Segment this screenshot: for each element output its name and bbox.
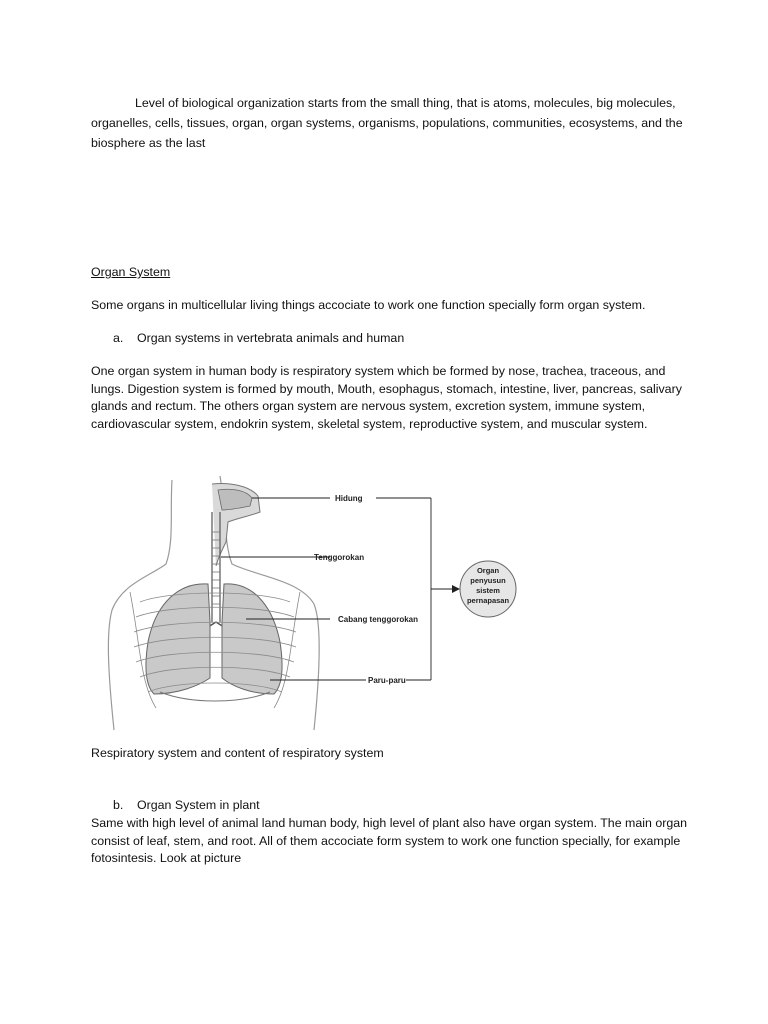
list-marker-a: a.: [113, 331, 124, 345]
list-item-b-text: Organ System in plant: [137, 798, 260, 812]
label-paru-paru: Paru-paru: [368, 676, 406, 685]
list-item-b: [113, 797, 737, 815]
list-item-a-text: Organ systems in vertebrata animals and human: [137, 331, 405, 345]
plant-paragraph: Same with high level of animal land human body, high level of plant also have organ system. The main organ consist of leaf, stem, and root. All of them accociate form system to work one function specially, for example fotosintesis. Look at picture: [91, 816, 688, 865]
label-tenggorokan: Tenggorokan: [314, 553, 365, 562]
section-heading: Organ System: [91, 265, 171, 279]
list-item-a: [113, 330, 737, 348]
definition-paragraph: Some organs in multicellular living things accociate to work one function specially form organ system.: [91, 298, 646, 312]
circle-line-3: sistem: [476, 586, 500, 595]
label-cabang-tenggorokan: Cabang tenggorokan: [338, 615, 419, 624]
circle-line-2: penyusun: [470, 576, 506, 585]
list-marker-b: b.: [113, 798, 124, 812]
diaphragm: [160, 692, 270, 701]
label-hidung: Hidung: [335, 494, 363, 503]
respiratory-system-figure: [100, 472, 540, 734]
circle-line-4: pernapasan: [466, 596, 510, 605]
circle-line-1: Organ: [476, 566, 500, 575]
figure-caption: Respiratory system and content of respiratory system: [91, 746, 384, 760]
intro-paragraph: Level of biological organization starts from the small thing, that is atoms, molecules, big molecules, organelles, cells, tissues, organ, organ systems, organisms, populations, communities, ecosystems, and the biosphere as the last: [91, 96, 683, 150]
arrow-head: [452, 585, 460, 593]
respiratory-paragraph: One organ system in human body is respiratory system which be formed by nose, trachea, traceous, and lungs. Digestion system is formed by mouth, Mouth, esophagus, stomach, intestine, liver, pancreas, salivary glands and rectum. The others organ system are nervous system, excretion system, immune system, cardiovascular system, endokrin system, skeletal system, reproductive system, and muscular system.: [91, 364, 682, 431]
